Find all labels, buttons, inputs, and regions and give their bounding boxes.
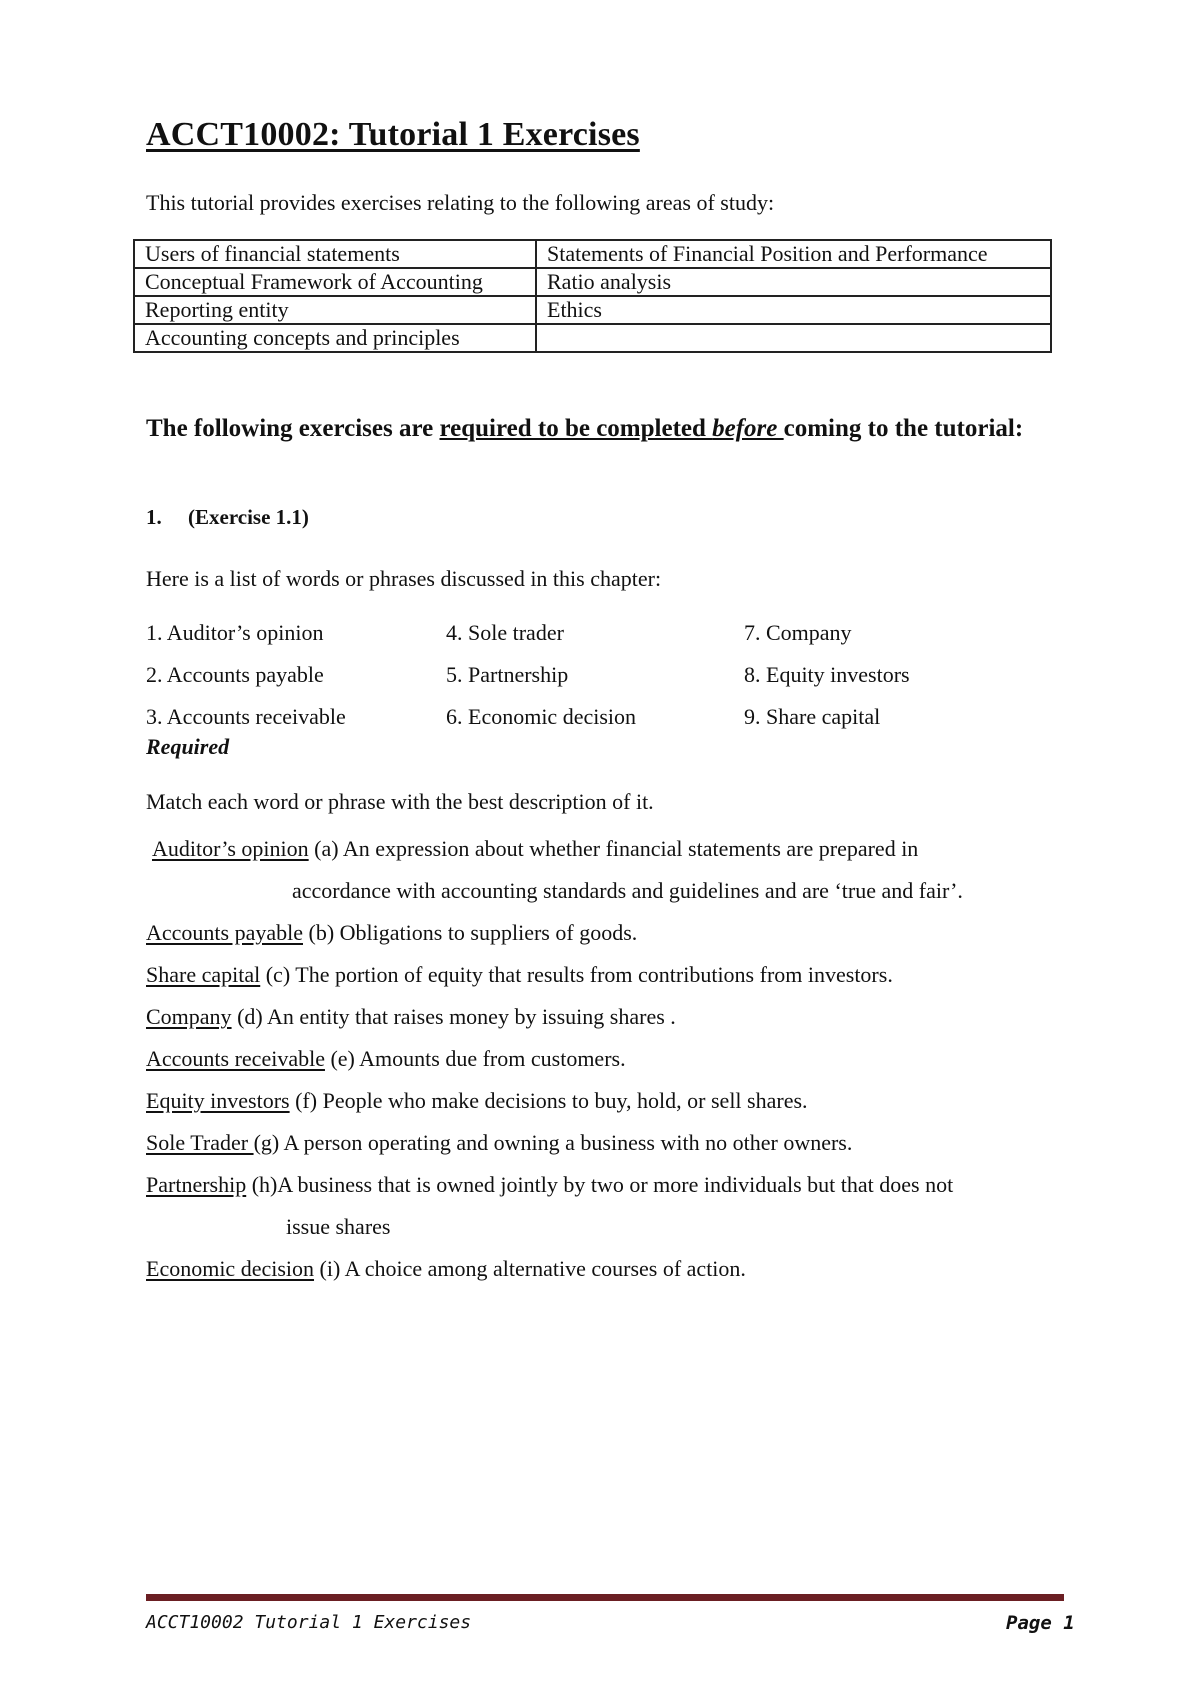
exercise-number: 1. — [146, 505, 162, 529]
answer-item — [146, 1248, 1061, 1290]
table-row — [134, 296, 1051, 324]
answer-description: (d) An entity that raises money by issuing shares . — [231, 1004, 676, 1029]
footer-course-title: ACCT10002 Tutorial 1 Exercises — [146, 1612, 472, 1633]
list-item: 4. Sole trader — [446, 620, 564, 645]
heading-part: coming to the tutorial: — [783, 415, 1024, 442]
heading-required-emphasis: required to be completed — [439, 415, 713, 442]
answer-description: (c) The portion of equity that results from contributions from investors. — [260, 962, 893, 987]
table-row — [134, 324, 1051, 352]
table-cell: Ratio analysis — [536, 268, 1051, 296]
table-cell: Reporting entity — [134, 296, 536, 324]
list-item: 2. Accounts payable — [146, 662, 324, 687]
list-item: 6. Economic decision — [446, 704, 637, 729]
answer-item — [146, 1122, 1061, 1164]
table-cell: Users of financial statements — [134, 240, 536, 268]
answer-description: (h)A business that is owned jointly by two or more individuals but that does not — [246, 1172, 954, 1197]
list-item: 1. Auditor’s opinion — [146, 620, 324, 645]
list-item: 3. Accounts receivable — [146, 704, 346, 729]
answer-description: (b) Obligations to suppliers of goods. — [303, 920, 638, 945]
answer-description: (i) A choice among alternative courses of action. — [314, 1256, 746, 1281]
answer-term: Equity investors — [146, 1088, 290, 1113]
answer-term: Sole Trader — [146, 1130, 254, 1155]
answer-description: (a) An expression about whether financial statements are prepared in — [308, 836, 919, 861]
intro-text: This tutorial provides exercises relating to the following areas of study: — [146, 190, 775, 215]
table-cell: Accounting concepts and principles — [134, 324, 536, 352]
answer-item — [146, 954, 1061, 996]
answer-term: Partnership — [146, 1172, 247, 1197]
answer-term: Share capital — [146, 962, 261, 987]
footer-divider — [146, 1594, 1064, 1601]
table-cell: Statements of Financial Position and Performance — [536, 240, 1051, 268]
answer-term: Company — [146, 1004, 232, 1029]
required-exercises-heading — [146, 412, 1061, 446]
answer-item — [146, 1080, 1061, 1122]
heading-before-emphasis: before — [712, 415, 784, 442]
answer-term: Accounts receivable — [146, 1046, 325, 1071]
table-cell: Conceptual Framework of Accounting — [134, 268, 536, 296]
answer-item — [146, 828, 1061, 912]
answer-description-continued: issue shares — [286, 1214, 391, 1239]
heading-part: The following exercises are — [146, 415, 440, 442]
answer-description: (e) Amounts due from customers. — [324, 1046, 626, 1071]
word-list-intro: Here is a list of words or phrases discussed in this chapter: — [146, 566, 662, 591]
table-cell — [536, 324, 1051, 352]
list-item: 7. Company — [744, 620, 852, 645]
table-cell: Ethics — [536, 296, 1051, 324]
table-row — [134, 268, 1051, 296]
page-title: ACCT10002: Tutorial 1 Exercises — [146, 116, 640, 153]
answer-description-continued: accordance with accounting standards and guidelines and are ‘true and fair’. — [292, 878, 963, 903]
answer-list — [146, 828, 1061, 1290]
answer-item — [146, 912, 1061, 954]
list-item: 8. Equity investors — [744, 662, 910, 687]
answer-item — [146, 1164, 1061, 1248]
required-label: Required — [146, 734, 230, 759]
answer-term: Auditor’s opinion — [152, 836, 309, 861]
exercise-label: (Exercise 1.1) — [188, 505, 309, 529]
answer-description: (g) A person operating and owning a business with no other owners. — [253, 1130, 853, 1155]
areas-of-study-table — [133, 239, 1052, 353]
answer-item — [146, 1038, 1061, 1080]
list-item: 5. Partnership — [446, 662, 569, 687]
page-number: Page 1 — [1006, 1612, 1075, 1634]
answer-description: (f) People who make decisions to buy, hold, or sell shares. — [289, 1088, 808, 1113]
answer-term: Economic decision — [146, 1256, 315, 1281]
table-row — [134, 240, 1051, 268]
exercise-heading — [146, 505, 309, 530]
answer-item — [146, 996, 1061, 1038]
list-item: 9. Share capital — [744, 704, 881, 729]
match-instruction: Match each word or phrase with the best description of it. — [146, 789, 654, 814]
answer-term: Accounts payable — [146, 920, 303, 945]
